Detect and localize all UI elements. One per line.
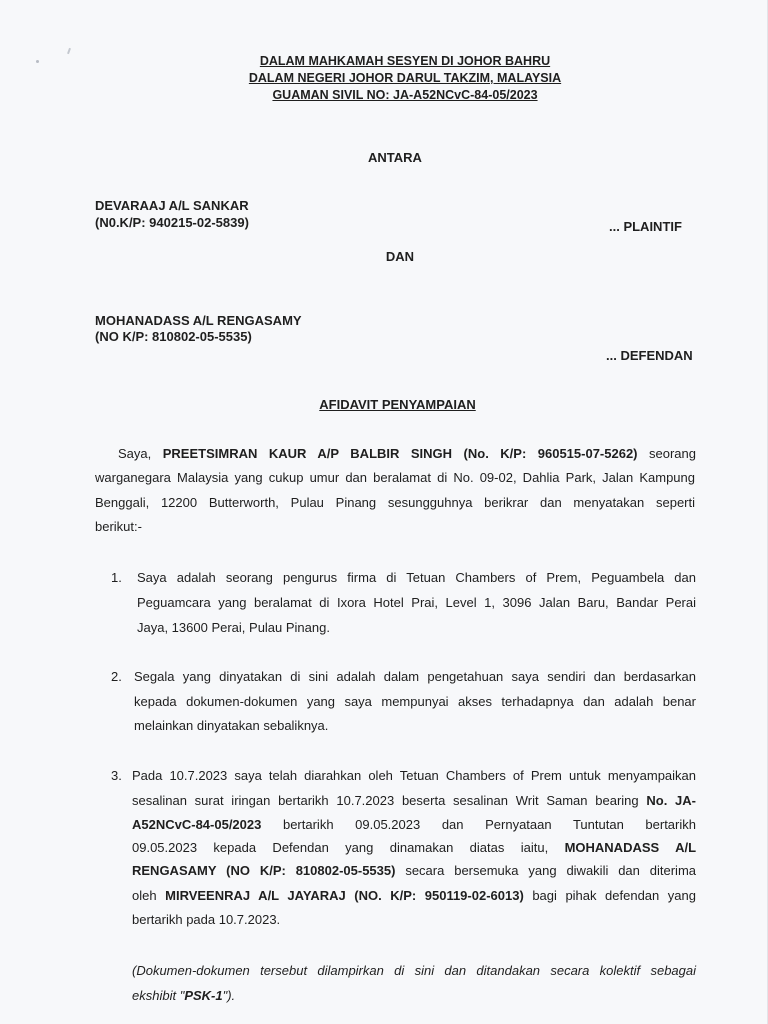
paragraph-1-line-3: Jaya, 13600 Perai, Pulau Pinang. [137,620,330,635]
exhibit-note-line-1: (Dokumen-dokumen tersebut dilampirkan di sini dan ditandakan secara kolektif sebagai [132,963,696,978]
paragraph-2-number: 2. [111,669,122,684]
paragraph-3-line-2: sesalinan surat iringan bertarikh 10.7.2023 beserta sesalinan Writ Saman bearing No. JA- [132,793,697,808]
plaintiff-role: ... PLAINTIF [609,219,682,234]
intro-line-1: Saya, PREETSIMRAN KAUR A/P BALBIR SINGH (No. K/P: 960515-07-5262) seorang [118,446,696,461]
paragraph-2-line-1: Segala yang dinyatakan di sini adalah dalam pengetahuan saya sendiri dan berdasarkan [134,669,696,684]
paragraph-3-line-1: Pada 10.7.2023 saya telah diarahkan oleh Tetuan Chambers of Prem untuk menyampaikan [132,768,696,783]
defendant-name: MOHANADASS A/L RENGASAMY [95,313,302,328]
paragraph-3-line-7: bertarikh pada 10.7.2023. [132,912,281,927]
paragraph-3-line-4: 09.05.2023 kepada Defendan yang dinamakan diatas iaitu, MOHANADASS A/L [132,840,697,855]
paragraph-1-line-1: Saya adalah seorang pengurus firma di Tetuan Chambers of Prem, Peguambela dan [137,570,696,585]
between-label: ANTARA [368,150,422,165]
paragraph-3-number: 3. [111,768,122,783]
defendant-role: ... DEFENDAN [606,348,693,363]
paragraph-3-line-6: oleh MIRVEENRAJ A/L JAYARAJ (NO. K/P: 950119-02-6013) bagi pihak defendan yang [132,888,696,903]
intro-line-4: berikut:- [95,519,142,534]
plaintiff-id: (N0.K/P: 940215-02-5839) [95,215,249,230]
exhibit-note-line-2: ekshibit "PSK-1"). [132,988,236,1003]
plaintiff-name: DEVARAAJ A/L SANKAR [95,198,249,213]
court-header-line-1: DALAM MAHKAMAH SESYEN DI JOHOR BAHRU [259,54,551,68]
paragraph-2-line-2: kepada dokumen-dokumen yang saya mempunyai akses terhadapnya dan adalah benar [134,694,696,709]
intro-line-3: Benggali, 12200 Butterworth, Pulau Pinang sesungguhnya berikrar dan menyatakan seperti [95,495,695,510]
paragraph-3-line-5: RENGASAMY (NO K/P: 810802-05-5535) secara bersemuka yang diwakili dan diterima [132,863,696,878]
intro-line-2: warganegara Malaysia yang cukup umur dan beralamat di No. 09-02, Dahlia Park, Jalan Kampung [95,470,695,485]
court-header-line-2: DALAM NEGERI JOHOR DARUL TAKZIM, MALAYSIA [248,71,562,85]
paragraph-2-line-3: melainkan dinyatakan sebaliknya. [134,718,329,733]
and-label: DAN [385,249,415,264]
paragraph-1-line-2: Peguamcara yang beralamat di Ixora Hotel Prai, Level 1, 3096 Jalan Baru, Bandar Perai [137,595,696,610]
document-title: AFIDAVIT PENYAMPAIAN [319,397,476,412]
paragraph-3-line-3: A52NCvC-84-05/2023 bertarikh 09.05.2023 dan Pernyataan Tuntutan bertarikh [132,817,696,832]
case-number: GUAMAN SIVIL NO: JA-A52NCvC-84-05/2023 [272,88,538,102]
paragraph-1-number: 1. [111,570,122,585]
defendant-id: (NO K/P: 810802-05-5535) [95,329,252,344]
